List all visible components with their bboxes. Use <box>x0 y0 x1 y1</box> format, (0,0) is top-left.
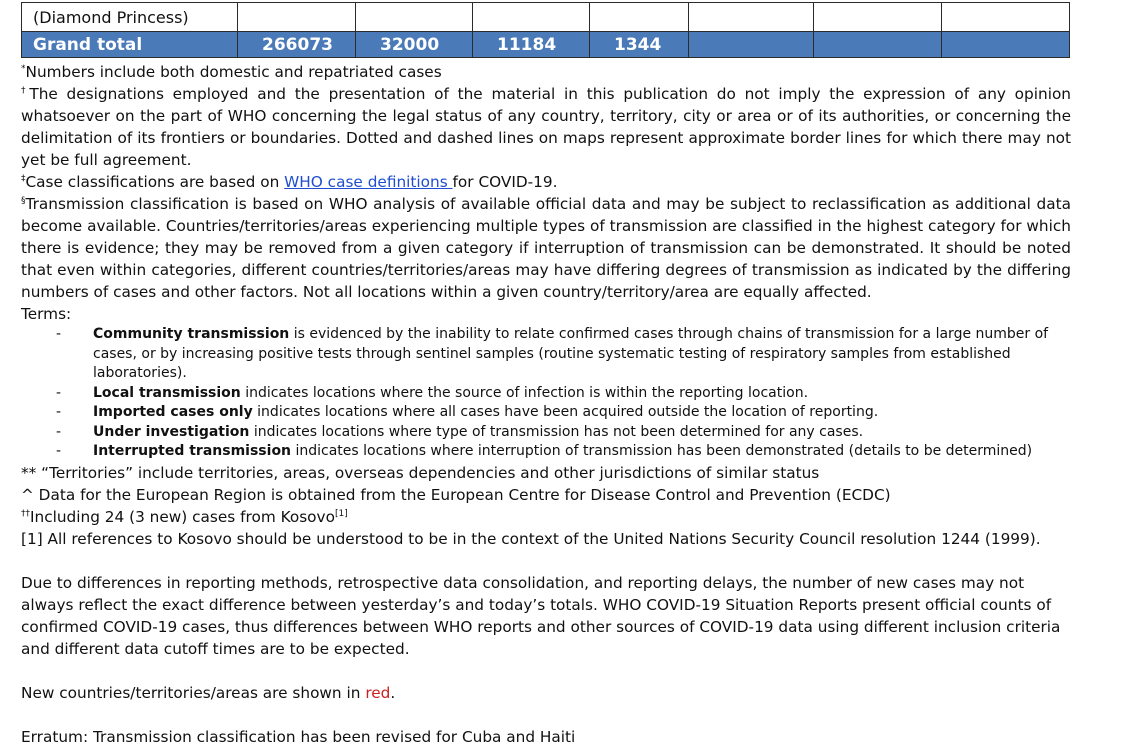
summary-table <box>21 2 1070 58</box>
grand-total-row <box>22 32 1070 58</box>
terms-heading: Terms: <box>21 305 72 323</box>
list-item: - Imported cases only indicates locations where all cases have been acquired outside the location of reporting. <box>56 404 879 420</box>
table-cell <box>473 3 590 32</box>
new-countries-note: New countries/territories/areas are shown in red. <box>21 683 396 702</box>
table-row <box>22 3 1070 32</box>
list-item: - Community transmission is evidenced by the inability to relate confirmed cases through chains of transmission for a large number of cases, or by increasing positive tests through sentinel samples (routine systematic testing of respiratory samples from established laboratories). <box>56 326 1049 381</box>
grand-total-value: 266073 <box>238 32 356 58</box>
who-case-definitions-link[interactable]: WHO case definitions <box>284 173 453 191</box>
table-cell <box>814 3 942 32</box>
table-cell <box>689 3 814 32</box>
footnotes <box>21 61 1071 748</box>
footnote-kosovo-reference: [1] All references to Kosovo should be understood to be in the context of the United Nations Security Council resolution 1244 (1999). <box>21 529 1041 548</box>
grand-total-value: 32000 <box>356 32 473 58</box>
list-item: - Local transmission indicates locations where the source of infection is within the reporting location. <box>56 384 809 401</box>
footnote-domestic: *Numbers include both domestic and repatriated cases <box>21 63 442 81</box>
footnote-transmission: §Transmission classification is based on WHO analysis of available official data and may be subject to reclassification as additional data become available. Countries/territories/areas experiencing multiple types of transmission are classified in the highest category for which there is evidence; they may be removed from a given category if interruption of transmission can be demonstrated. It should be noted that even within categories, different countries/territories/areas may have differing degrees of transmission as indicated by the differing numbers of cases and other factors. Not all locations within a given country/territory/area are equally affected. <box>21 195 1071 301</box>
footnote-kosovo-cases: ††Including 24 (3 new) cases from Kosovo[1] <box>21 507 348 526</box>
table-cell <box>942 3 1070 32</box>
list-item: - Under investigation indicates locations where type of transmission has not been determined for any cases. <box>56 423 864 440</box>
table-cell <box>590 3 689 32</box>
footnote-case-classification: ‡Case classifications are based on WHO case definitions for COVID-19. <box>21 173 558 191</box>
table-cell <box>356 3 473 32</box>
row-label: (Diamond Princess) <box>22 3 238 32</box>
footnote-designations: †The designations employed and the presentation of the material in this publication do not imply the expression of any opinion whatsoever on the part of WHO concerning the legal status of any country, territory, city or area or of its authorities, or concerning the delimitation of its frontiers or boundaries. Dotted and dashed lines on maps represent approximate border lines for which there may not yet be full agreement. <box>21 85 1071 169</box>
grand-total-value: 11184 <box>473 32 590 58</box>
table-cell <box>942 32 1070 58</box>
footnote-territories: ** “Territories” include territories, areas, overseas dependencies and other jurisdictions of similar status <box>21 463 820 482</box>
spacer <box>21 660 1071 682</box>
reporting-differences-paragraph: Due to differences in reporting methods, retrospective data consolidation, and reporting delays, the number of new cases may not always reflect the exact difference between yesterday’s and today’s totals. WHO COVID-19 Situation Reports present official counts of confirmed COVID-19 cases, thus differences between WHO reports and other sources of COVID-19 data using different inclusion criteria and different data cutoff times are to be expected. <box>21 573 1061 658</box>
spacer <box>21 704 1071 726</box>
list-item: - Interrupted transmission indicates locations where interruption of transmission has been demonstrated (details to be determined) <box>56 443 1033 459</box>
terms-list <box>21 325 1071 462</box>
table-cell <box>814 32 942 58</box>
erratum-note: Erratum: Transmission classification has been revised for Cuba and Haiti <box>21 727 576 746</box>
spacer <box>21 550 1071 572</box>
grand-total-value: 1344 <box>590 32 689 58</box>
footnote-ecdc: ^ Data for the European Region is obtained from the European Centre for Disease Control and Prevention (ECDC) <box>21 485 891 504</box>
grand-total-label: Grand total <box>22 32 238 58</box>
table-cell <box>689 32 814 58</box>
table-cell <box>238 3 356 32</box>
